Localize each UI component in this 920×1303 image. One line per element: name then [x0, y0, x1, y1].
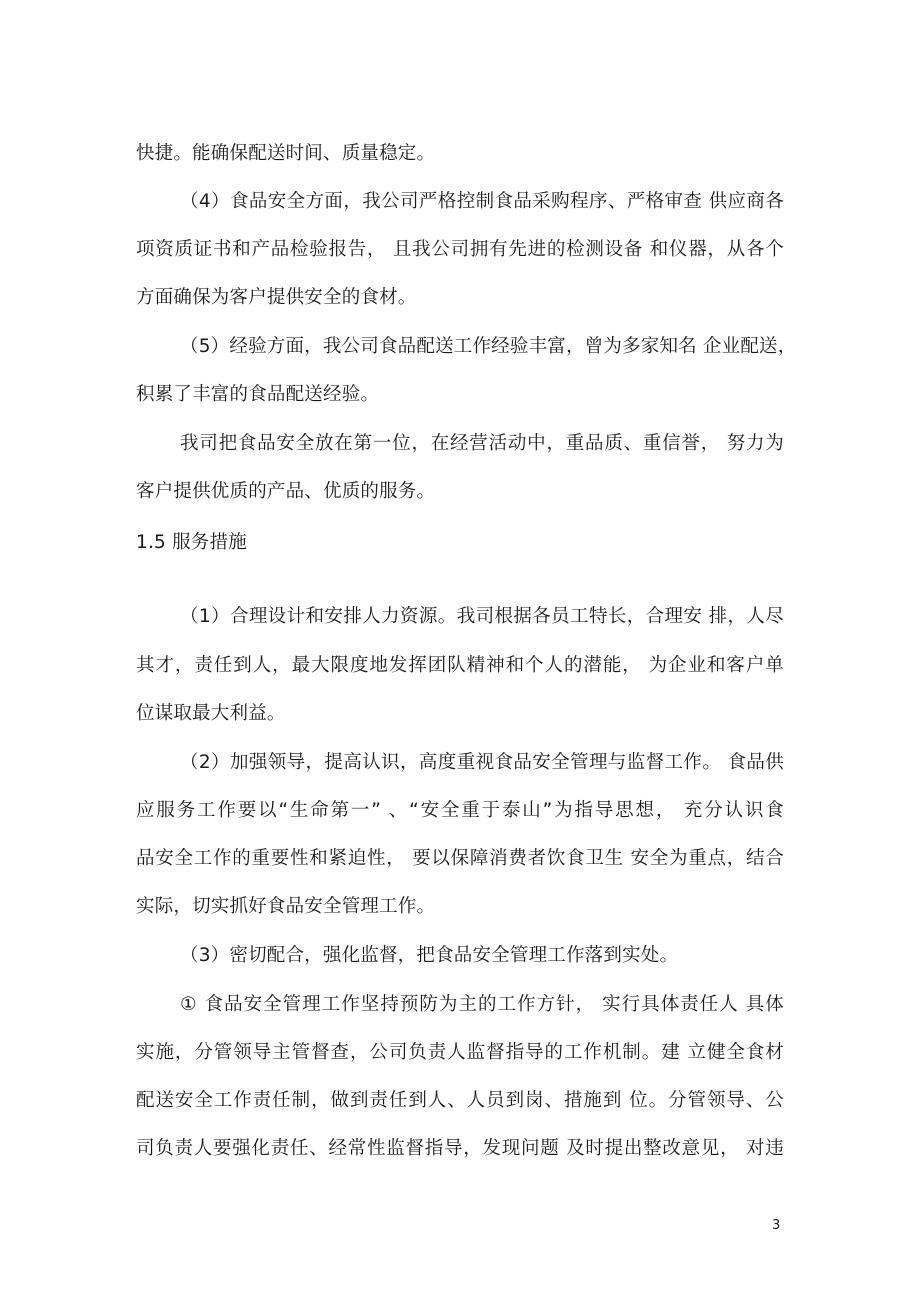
- text-line: 积累了丰富的食品配送经验。: [136, 384, 380, 405]
- text-line: 品安全工作的重要性和紧迫性， 要以保障消费者饮食卫生 安全为重点，结合: [136, 848, 784, 869]
- section-heading: 1.5 服务措施: [136, 532, 247, 553]
- text-line: （1）合理设计和安排人力资源。我司根据各员工特长，合理安 排，人尽: [180, 606, 784, 627]
- text-line: （5）经验方面，我公司食品配送工作经验丰富，曾为多家知名 企业配送，: [180, 336, 797, 357]
- page-number: 3: [772, 1218, 781, 1233]
- text-line: 其才，责任到人，最大限度地发挥团队精神和个人的潜能， 为企业和客户单: [136, 655, 784, 676]
- text-line: 我司把食品安全放在第一位，在经营活动中，重品质、重信誉， 努力为: [180, 433, 784, 454]
- text-line: 配送安全工作责任制，做到责任到人、人员到岗、措施到 位。分管领导、公: [136, 1090, 784, 1111]
- text-line: 实施，分管领导主管督查，公司负责人监督指导的工作机制。建 立健全食材: [136, 1042, 784, 1063]
- text-line: ① 食品安全管理工作坚持预防为主的工作方针， 实行具体责任人 具体: [180, 994, 784, 1015]
- text-line: 实际，切实抓好食品安全管理工作。: [136, 896, 436, 917]
- text-line: 客户提供优质的产品、优质的服务。: [136, 481, 436, 502]
- text-line: 方面确保为客户提供安全的食材。: [136, 287, 417, 308]
- text-line: 应服务工作要以“生命第一” 、“安全重于泰山”为指导思想， 充分认识食: [136, 800, 784, 821]
- text-line: 司负责人要强化责任、经常性监督指导，发现问题 及时提出整改意见， 对违: [136, 1138, 784, 1159]
- text-line: 快捷。能确保配送时间、质量稳定。: [136, 143, 436, 164]
- text-line: （3）密切配合，强化监督，把食品安全管理工作落到实处。: [180, 945, 679, 966]
- text-line: 位谋取最大利益。: [136, 703, 286, 724]
- text-line: 项资质证书和产品检验报告， 且我公司拥有先进的检测设备 和仪器，从各个: [136, 239, 784, 260]
- text-line: （4）食品安全方面，我公司严格控制食品采购程序、严格审查 供应商各: [180, 191, 784, 212]
- text-line: （2）加强领导，提高认识，高度重视食品安全管理与监督工作。 食品供: [180, 752, 784, 773]
